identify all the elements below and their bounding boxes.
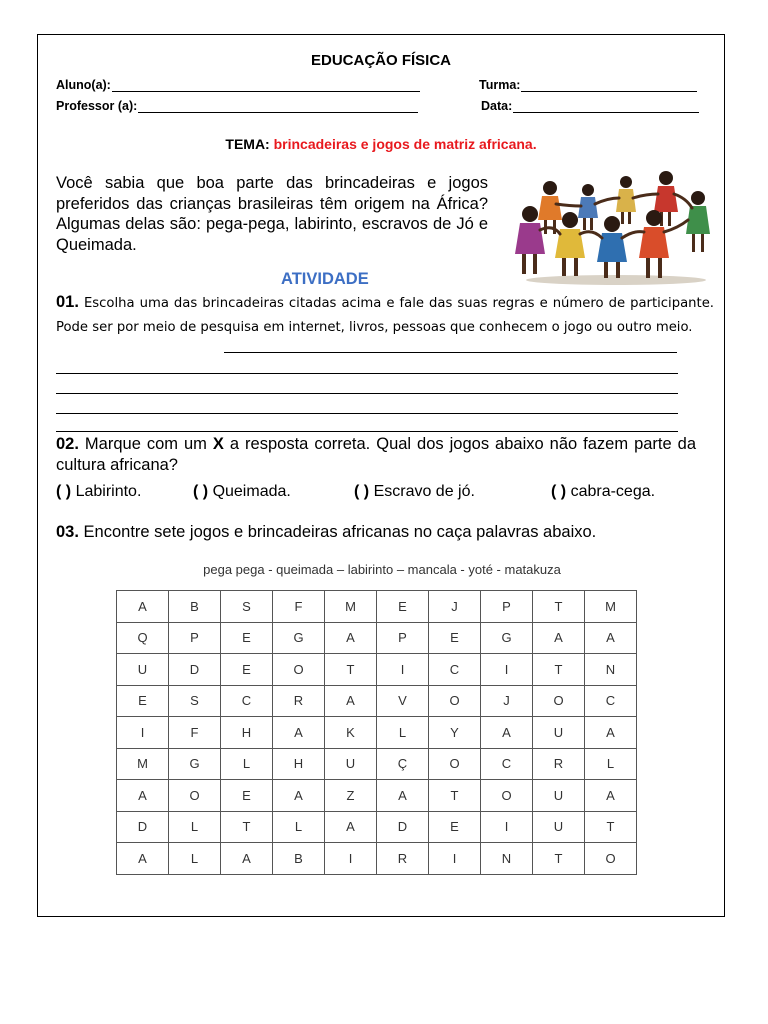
grid-cell[interactable]: U xyxy=(325,748,377,780)
option-checkbox[interactable]: ( ) xyxy=(193,483,209,500)
grid-cell[interactable]: E xyxy=(221,622,273,654)
grid-row xyxy=(117,811,637,843)
grid-cell[interactable]: U xyxy=(533,780,585,812)
grid-cell[interactable]: T xyxy=(325,654,377,686)
grid-cell[interactable]: U xyxy=(533,811,585,843)
grid-cell[interactable]: I xyxy=(117,717,169,749)
option-label: Escravo de jó. xyxy=(373,483,475,500)
grid-cell[interactable]: P xyxy=(169,622,221,654)
date-field xyxy=(481,99,699,113)
grid-cell[interactable]: G xyxy=(169,748,221,780)
student-name-line[interactable] xyxy=(112,80,420,92)
class-label: Turma: xyxy=(479,78,521,92)
option-checkbox[interactable]: ( ) xyxy=(551,483,567,500)
grid-cell[interactable]: A xyxy=(117,843,169,875)
grid-cell[interactable]: D xyxy=(169,654,221,686)
grid-cell[interactable]: D xyxy=(117,811,169,843)
grid-cell[interactable]: O xyxy=(585,843,637,875)
date-label: Data: xyxy=(481,99,513,113)
option-queimada[interactable] xyxy=(193,483,291,501)
class-field xyxy=(479,78,697,92)
grid-cell[interactable]: A xyxy=(273,780,325,812)
grid-cell[interactable]: A xyxy=(585,622,637,654)
grid-cell[interactable]: A xyxy=(221,843,273,875)
word-list: pega pega - queimada – labirinto – mancala - yoté - matakuza xyxy=(203,562,561,577)
teacher-line[interactable] xyxy=(138,101,418,113)
grid-cell[interactable]: E xyxy=(429,622,481,654)
grid-cell[interactable]: A xyxy=(117,591,169,623)
grid-cell[interactable]: A xyxy=(325,685,377,717)
grid-cell[interactable]: L xyxy=(377,717,429,749)
grid-cell[interactable]: A xyxy=(533,622,585,654)
intro-paragraph: Você sabia que boa parte das brincadeiras e jogos preferidos das crianças brasileiras têm origem na África? Algumas delas são: pega-pega, labirinto, escravos de Jó e Queimada. xyxy=(56,174,488,254)
grid-cell[interactable]: B xyxy=(169,591,221,623)
grid-cell[interactable]: O xyxy=(273,654,325,686)
question-3-number: 03. xyxy=(56,523,79,541)
option-labirinto[interactable] xyxy=(56,483,141,501)
grid-cell[interactable]: F xyxy=(273,591,325,623)
grid-row xyxy=(117,622,637,654)
grid-cell[interactable]: S xyxy=(221,591,273,623)
grid-cell[interactable]: E xyxy=(377,591,429,623)
grid-cell[interactable]: J xyxy=(481,685,533,717)
grid-row xyxy=(117,685,637,717)
grid-cell[interactable]: P xyxy=(377,622,429,654)
grid-cell[interactable]: G xyxy=(273,622,325,654)
grid-row xyxy=(117,591,637,623)
option-label: cabra-cega. xyxy=(570,483,656,500)
grid-cell[interactable]: T xyxy=(533,591,585,623)
question-1 xyxy=(56,290,714,340)
teacher-label: Professor (a): xyxy=(56,99,138,113)
option-checkbox[interactable]: ( ) xyxy=(354,483,370,500)
grid-cell[interactable]: O xyxy=(429,685,481,717)
grid-cell[interactable]: A xyxy=(377,780,429,812)
grid-cell[interactable]: D xyxy=(377,811,429,843)
worksheet xyxy=(37,34,725,917)
question-2 xyxy=(56,434,696,476)
grid-cell[interactable]: T xyxy=(221,811,273,843)
option-checkbox[interactable]: ( ) xyxy=(56,483,72,500)
grid-cell[interactable]: A xyxy=(117,780,169,812)
question-3-text: Encontre sete jogos e brincadeiras africanas no caça palavras abaixo. xyxy=(83,523,597,541)
grid-cell[interactable]: C xyxy=(221,685,273,717)
question-1-text: Escolha uma das brincadeiras citadas acima e fale das suas regras e número de participante. Pode ser por meio de pesquisa em internet, livros, pessoas que conhecem o jogo ou outro meio. xyxy=(56,296,714,335)
grid-cell[interactable]: T xyxy=(533,654,585,686)
grid-cell[interactable]: I xyxy=(481,811,533,843)
grid-cell[interactable]: U xyxy=(533,717,585,749)
question-2-text-before: Marque com um xyxy=(84,435,207,453)
option-escravo-de-jo[interactable] xyxy=(354,483,475,501)
question-2-mark: X xyxy=(212,435,224,453)
grid-cell[interactable]: L xyxy=(273,811,325,843)
grid-row xyxy=(117,843,637,875)
grid-cell[interactable]: A xyxy=(585,717,637,749)
answer-line-3[interactable] xyxy=(56,393,678,394)
question-2-text-after: a resposta correta. Qual dos jogos abaixo não fazem parte da cultura africana? xyxy=(56,435,696,474)
grid-cell[interactable]: M xyxy=(117,748,169,780)
grid-cell[interactable]: U xyxy=(117,654,169,686)
grid-cell[interactable]: S xyxy=(169,685,221,717)
theme-line xyxy=(38,136,724,152)
grid-cell[interactable]: I xyxy=(481,654,533,686)
grid-cell[interactable]: A xyxy=(325,811,377,843)
grid-cell[interactable]: B xyxy=(273,843,325,875)
word-search-grid xyxy=(116,590,637,875)
grid-cell[interactable]: L xyxy=(169,843,221,875)
grid-cell[interactable]: E xyxy=(221,780,273,812)
grid-cell[interactable]: L xyxy=(585,748,637,780)
grid-row xyxy=(117,654,637,686)
grid-cell[interactable]: L xyxy=(221,748,273,780)
grid-cell[interactable]: J xyxy=(429,591,481,623)
grid-cell[interactable]: Ç xyxy=(377,748,429,780)
option-cabra-cega[interactable] xyxy=(551,483,655,501)
grid-cell[interactable]: N xyxy=(585,654,637,686)
grid-cell[interactable]: E xyxy=(429,811,481,843)
grid-cell[interactable]: Y xyxy=(429,717,481,749)
grid-cell[interactable]: O xyxy=(429,748,481,780)
question-1-number: 01. xyxy=(56,293,79,311)
grid-cell[interactable]: A xyxy=(273,717,325,749)
grid-cell[interactable]: I xyxy=(325,843,377,875)
grid-cell[interactable]: R xyxy=(533,748,585,780)
grid-cell[interactable]: H xyxy=(221,717,273,749)
theme-label: TEMA: xyxy=(225,136,270,152)
grid-cell[interactable]: Q xyxy=(117,622,169,654)
answer-line-5[interactable] xyxy=(56,431,678,432)
grid-cell[interactable]: I xyxy=(377,654,429,686)
date-line[interactable] xyxy=(513,101,699,113)
answer-line-2[interactable] xyxy=(56,373,678,374)
grid-row xyxy=(117,717,637,749)
page-title: EDUCAÇÃO FÍSICA xyxy=(310,52,451,69)
question-3 xyxy=(56,523,596,542)
activity-heading: ATIVIDADE xyxy=(281,270,369,288)
grid-cell[interactable]: T xyxy=(585,811,637,843)
teacher-field xyxy=(56,99,418,113)
grid-cell[interactable]: T xyxy=(429,780,481,812)
grid-cell[interactable]: K xyxy=(325,717,377,749)
grid-cell[interactable]: I xyxy=(429,843,481,875)
class-line[interactable] xyxy=(521,80,697,92)
question-2-number: 02. xyxy=(56,435,79,453)
grid-cell[interactable]: O xyxy=(169,780,221,812)
grid-cell[interactable]: E xyxy=(117,685,169,717)
grid-cell[interactable]: O xyxy=(481,780,533,812)
grid-cell[interactable]: M xyxy=(325,591,377,623)
option-label: Labirinto. xyxy=(75,483,142,500)
grid-cell[interactable]: R xyxy=(377,843,429,875)
grid-cell[interactable]: V xyxy=(377,685,429,717)
grid-cell[interactable]: P xyxy=(481,591,533,623)
grid-cell[interactable]: M xyxy=(585,591,637,623)
grid-cell[interactable]: A xyxy=(481,717,533,749)
grid-row xyxy=(117,748,637,780)
grid-cell[interactable]: A xyxy=(585,780,637,812)
grid-cell[interactable]: C xyxy=(481,748,533,780)
grid-cell[interactable]: T xyxy=(533,843,585,875)
grid-cell[interactable]: A xyxy=(325,622,377,654)
grid-cell[interactable]: O xyxy=(533,685,585,717)
grid-cell[interactable]: N xyxy=(481,843,533,875)
grid-cell[interactable]: C xyxy=(429,654,481,686)
grid-cell[interactable]: F xyxy=(169,717,221,749)
children-playing-illustration xyxy=(508,168,718,286)
grid-cell[interactable]: R xyxy=(273,685,325,717)
grid-cell[interactable]: H xyxy=(273,748,325,780)
grid-cell[interactable]: E xyxy=(221,654,273,686)
theme-text: brincadeiras e jogos de matriz africana. xyxy=(273,136,537,152)
grid-cell[interactable]: Z xyxy=(325,780,377,812)
answer-line-1[interactable] xyxy=(224,352,677,353)
student-label: Aluno(a): xyxy=(56,78,111,92)
student-name-field xyxy=(56,78,420,92)
grid-cell[interactable]: L xyxy=(169,811,221,843)
grid-row xyxy=(117,780,637,812)
answer-line-4[interactable] xyxy=(56,413,678,414)
grid-cell[interactable]: C xyxy=(585,685,637,717)
grid-cell[interactable]: G xyxy=(481,622,533,654)
option-label: Queimada. xyxy=(212,483,291,500)
